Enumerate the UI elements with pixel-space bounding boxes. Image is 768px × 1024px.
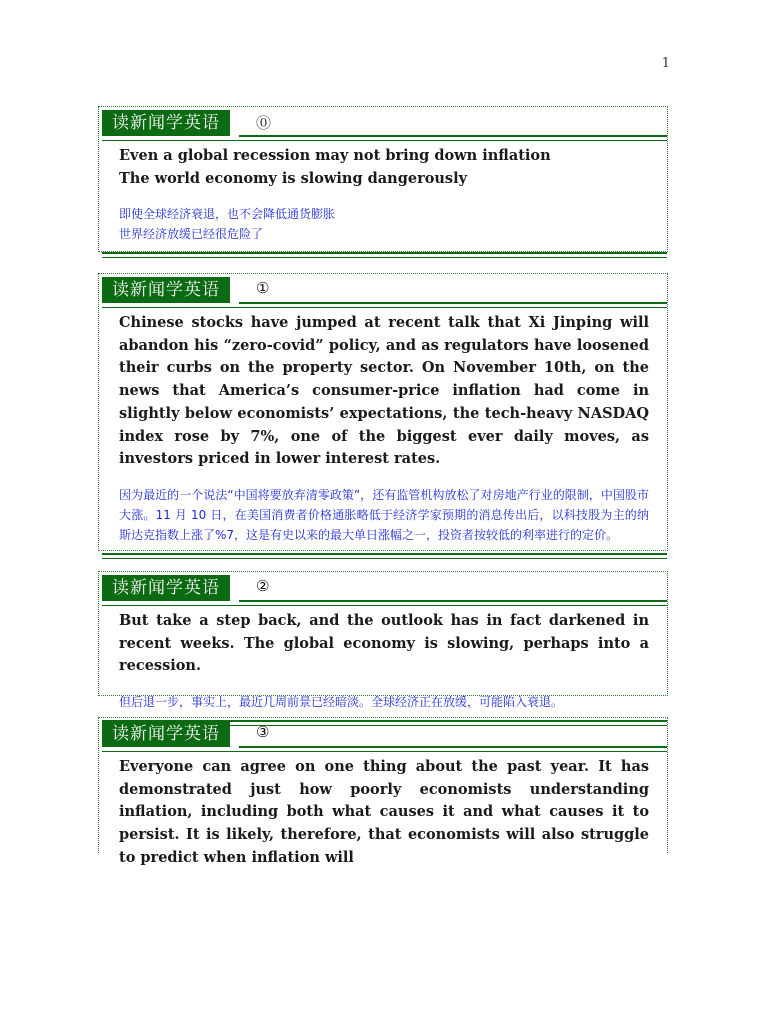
chinese-line: 世界经济放缓已经很危险了 [119, 227, 264, 242]
section-number: ⓪ [256, 114, 272, 132]
section-header [99, 274, 667, 304]
news-section-1 [98, 273, 668, 551]
english-line: The world economy is slowing dangerously [119, 169, 468, 187]
chinese-translation [119, 204, 649, 244]
news-section-2 [98, 571, 668, 710]
section-number: ② [256, 577, 270, 595]
header-rule [239, 600, 667, 602]
english-text [119, 312, 649, 471]
section-header [99, 572, 667, 602]
english-paragraph: Chinese stocks have jumped at recent talk that Xi Jinping will abandon his “zero-covid” policy, and as regulators have loosened their curbs on the property sector. On November 10th, on the news that America’s consumer-price inflation had come in slightly below economists’ expectations, the tech-heavy NASDAQ index rose by 7%, one of the biggest ever daily moves, as investors priced in lower interest rates. [119, 314, 649, 468]
page-number: 1 [661, 56, 670, 71]
english-text [119, 145, 649, 190]
chinese-paragraph: 但后退一步，事实上，最近几周前景已经暗淡。全球经济正在放缓，可能陷入衰退。 [119, 695, 564, 710]
header-rule [239, 746, 667, 748]
section-header [99, 718, 667, 748]
header-rule-thin [102, 140, 667, 141]
header-rule [239, 135, 667, 137]
english-text [119, 756, 649, 870]
section-tag: 读新闻学英语 [102, 575, 230, 601]
chinese-translation [119, 485, 649, 545]
section-tag: 读新闻学英语 [102, 721, 230, 747]
section-tag: 读新闻学英语 [102, 110, 230, 136]
header-rule-thin [102, 307, 667, 308]
header-rule-thin [102, 605, 667, 606]
footer-rule [102, 252, 667, 258]
news-section-0 [98, 106, 668, 252]
footer-rule [102, 553, 667, 559]
section-number: ③ [256, 723, 270, 741]
news-section-3 [98, 717, 668, 866]
english-paragraph: But take a step back, and the outlook has in fact darkened in recent weeks. The global economy is slowing, perhaps into a recession. [119, 612, 649, 675]
english-line: Even a global recession may not bring down inflation [119, 147, 551, 164]
header-rule [239, 302, 667, 304]
chinese-translation [119, 692, 649, 712]
header-rule-thin [102, 751, 667, 752]
english-paragraph: Everyone can agree on one thing about the past year. It has demonstrated just how poorly economists understanding inflation, including both what causes it and what causes it to persist. It is likely, therefore, that economists will also struggle to predict when inflation will [119, 758, 649, 866]
english-text [119, 610, 649, 678]
section-number: ① [256, 279, 270, 297]
chinese-paragraph: 因为最近的一个说法“中国将要放弃清零政策”，还有监管机构放松了对房地产行业的限制，中国股市大涨。11 月 10 日，在美国消费者价格通胀略低于经济学家预期的消息传出后，以科技股为主的纳斯达克指数上涨了%7，这是有史以来的最大单日涨幅之一，投资者按较低的利率进行的定价。 [119, 487, 649, 542]
chinese-line: 即使全球经济衰退，也不会降低通货膨胀 [119, 207, 336, 222]
section-header [99, 107, 667, 137]
section-tag: 读新闻学英语 [102, 277, 230, 303]
